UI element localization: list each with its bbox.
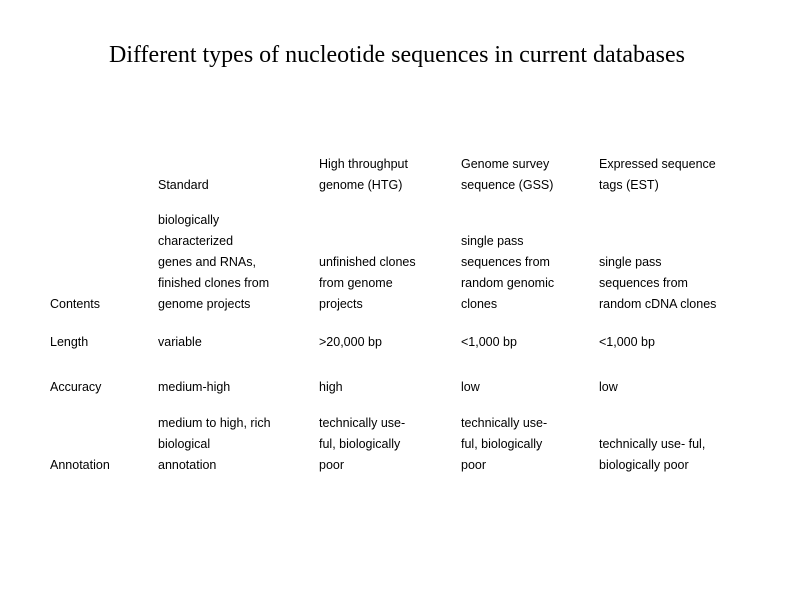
row-label-length: Length	[50, 335, 89, 349]
header-est: Expressed sequence tags (EST)	[599, 157, 716, 192]
cell-length-htg: >20,000 bp	[319, 335, 382, 349]
header-gss: Genome survey sequence (GSS)	[461, 157, 554, 192]
cell-accuracy-est: low	[599, 380, 618, 394]
header-standard: Standard	[158, 178, 209, 192]
cell-accuracy-htg: high	[319, 380, 343, 394]
cell-annotation-htg: technically use- ful, biologically poor	[319, 416, 406, 472]
cell-annotation-est: technically use- ful, biologically poor	[599, 437, 706, 472]
row-label-accuracy: Accuracy	[50, 380, 102, 394]
cell-length-gss: <1,000 bp	[461, 335, 517, 349]
cell-contents-est: single pass sequences from random cDNA clones	[599, 255, 717, 311]
cell-contents-gss: single pass sequences from random genomic clones	[461, 234, 555, 311]
cell-accuracy-gss: low	[461, 380, 480, 394]
cell-length-est: <1,000 bp	[599, 335, 655, 349]
row-label-contents: Contents	[50, 297, 101, 311]
cell-annotation-standard: medium to high, rich biological annotation	[158, 416, 271, 472]
row-label-annotation: Annotation	[50, 458, 110, 472]
cell-length-standard: variable	[158, 335, 202, 349]
header-htg: High throughput genome (HTG)	[319, 157, 408, 192]
page-title: Different types of nucleotide sequences in current databases	[109, 42, 685, 68]
cell-accuracy-standard: medium-high	[158, 380, 231, 394]
cell-annotation-gss: technically use- ful, biologically poor	[461, 416, 548, 472]
cell-contents-htg: unfinished clones from genome projects	[319, 255, 416, 311]
cell-contents-standard: biologically characterized genes and RNAs, finished clones from genome projects	[158, 213, 270, 311]
